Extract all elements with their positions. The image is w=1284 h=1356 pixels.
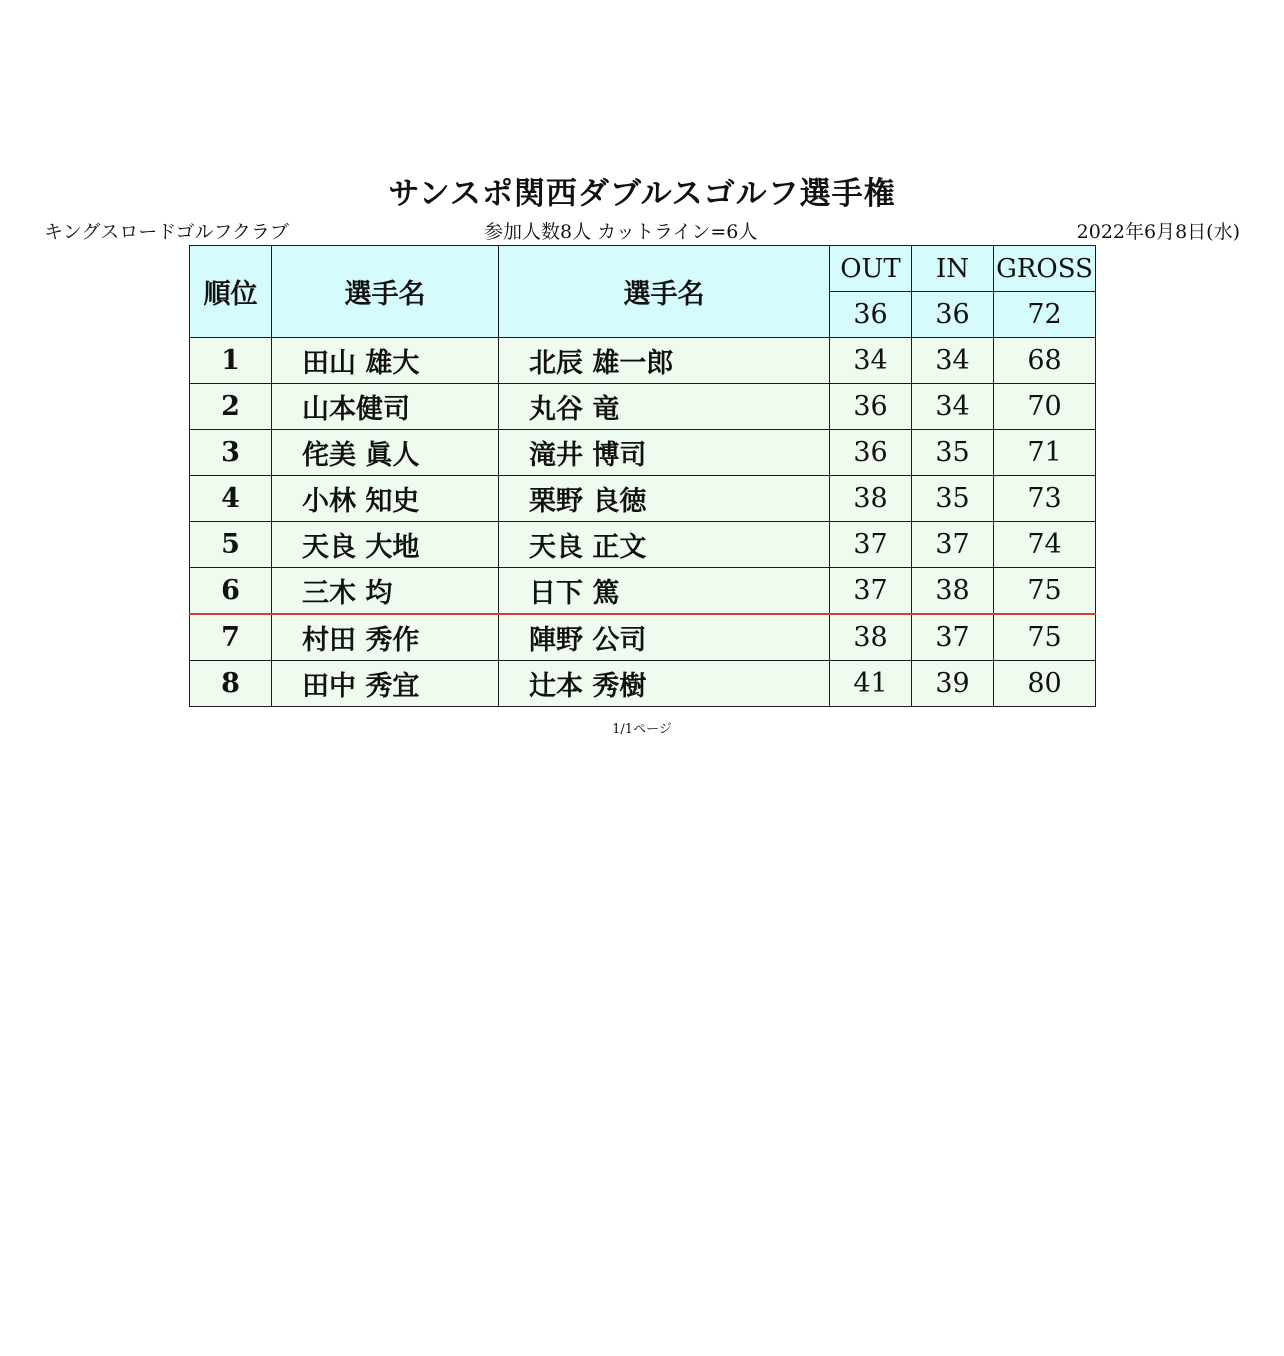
table-row [190,338,1096,384]
in-cell: 39 [912,661,994,707]
player2-cell: 北辰 雄一郎 [499,338,830,384]
participants-info: 参加人数8人 カットライン=6人 [484,221,758,243]
player1-cell: 田中 秀宜 [272,661,499,707]
gross-cell: 70 [994,384,1096,430]
in-cell: 34 [912,384,994,430]
out-cell: 36 [830,384,912,430]
player1-cell: 小林 知史 [272,476,499,522]
player2-cell: 天良 正文 [499,522,830,568]
player2-cell: 陣野 公司 [499,614,830,661]
player1-cell: 山本健司 [272,384,499,430]
in-cell: 34 [912,338,994,384]
gross-cell: 75 [994,568,1096,615]
par-out: 36 [830,292,912,338]
player2-cell: 日下 篤 [499,568,830,615]
in-cell: 35 [912,430,994,476]
player1-cell: 村田 秀作 [272,614,499,661]
out-cell: 41 [830,661,912,707]
gross-cell: 75 [994,614,1096,661]
venue-name: キングスロードゴルフクラブ [44,221,289,243]
out-cell: 37 [830,522,912,568]
table-row [190,476,1096,522]
rank-cell: 3 [190,430,272,476]
page-title: サンスポ関西ダブルスゴルフ選手権 [388,176,896,212]
out-cell: 37 [830,568,912,615]
in-header: IN [912,246,994,292]
event-date: 2022年6月8日(水) [1076,221,1240,243]
gross-cell: 68 [994,338,1096,384]
player2-cell: 丸谷 竜 [499,384,830,430]
out-cell: 38 [830,614,912,661]
table-row [190,661,1096,707]
player1-cell: 田山 雄大 [272,338,499,384]
gross-cell: 80 [994,661,1096,707]
out-header: OUT [830,246,912,292]
gross-cell: 74 [994,522,1096,568]
player1-cell: 三木 均 [272,568,499,615]
gross-cell: 73 [994,476,1096,522]
out-cell: 38 [830,476,912,522]
rank-cell: 8 [190,661,272,707]
par-gross: 72 [994,292,1096,338]
out-cell: 36 [830,430,912,476]
rank-cell: 6 [190,568,272,615]
table-row [190,568,1096,615]
rank-cell: 4 [190,476,272,522]
header-row [190,246,1096,292]
rank-cell: 2 [190,384,272,430]
player2-cell: 滝井 博司 [499,430,830,476]
player1-header: 選手名 [272,246,499,338]
player1-cell: 天良 大地 [272,522,499,568]
results-table [189,245,1096,707]
page-indicator: 1/1ページ [612,722,672,737]
in-cell: 37 [912,522,994,568]
rank-cell: 7 [190,614,272,661]
in-cell: 35 [912,476,994,522]
gross-header: GROSS [994,246,1096,292]
par-in: 36 [912,292,994,338]
player2-cell: 辻本 秀樹 [499,661,830,707]
table-row [190,430,1096,476]
table-row [190,522,1096,568]
gross-cell: 71 [994,430,1096,476]
player2-cell: 栗野 良徳 [499,476,830,522]
table-row [190,614,1096,661]
in-cell: 37 [912,614,994,661]
out-cell: 34 [830,338,912,384]
rank-header: 順位 [190,246,272,338]
in-cell: 38 [912,568,994,615]
player1-cell: 侘美 眞人 [272,430,499,476]
rank-cell: 5 [190,522,272,568]
table-row [190,384,1096,430]
player2-header: 選手名 [499,246,830,338]
rank-cell: 1 [190,338,272,384]
